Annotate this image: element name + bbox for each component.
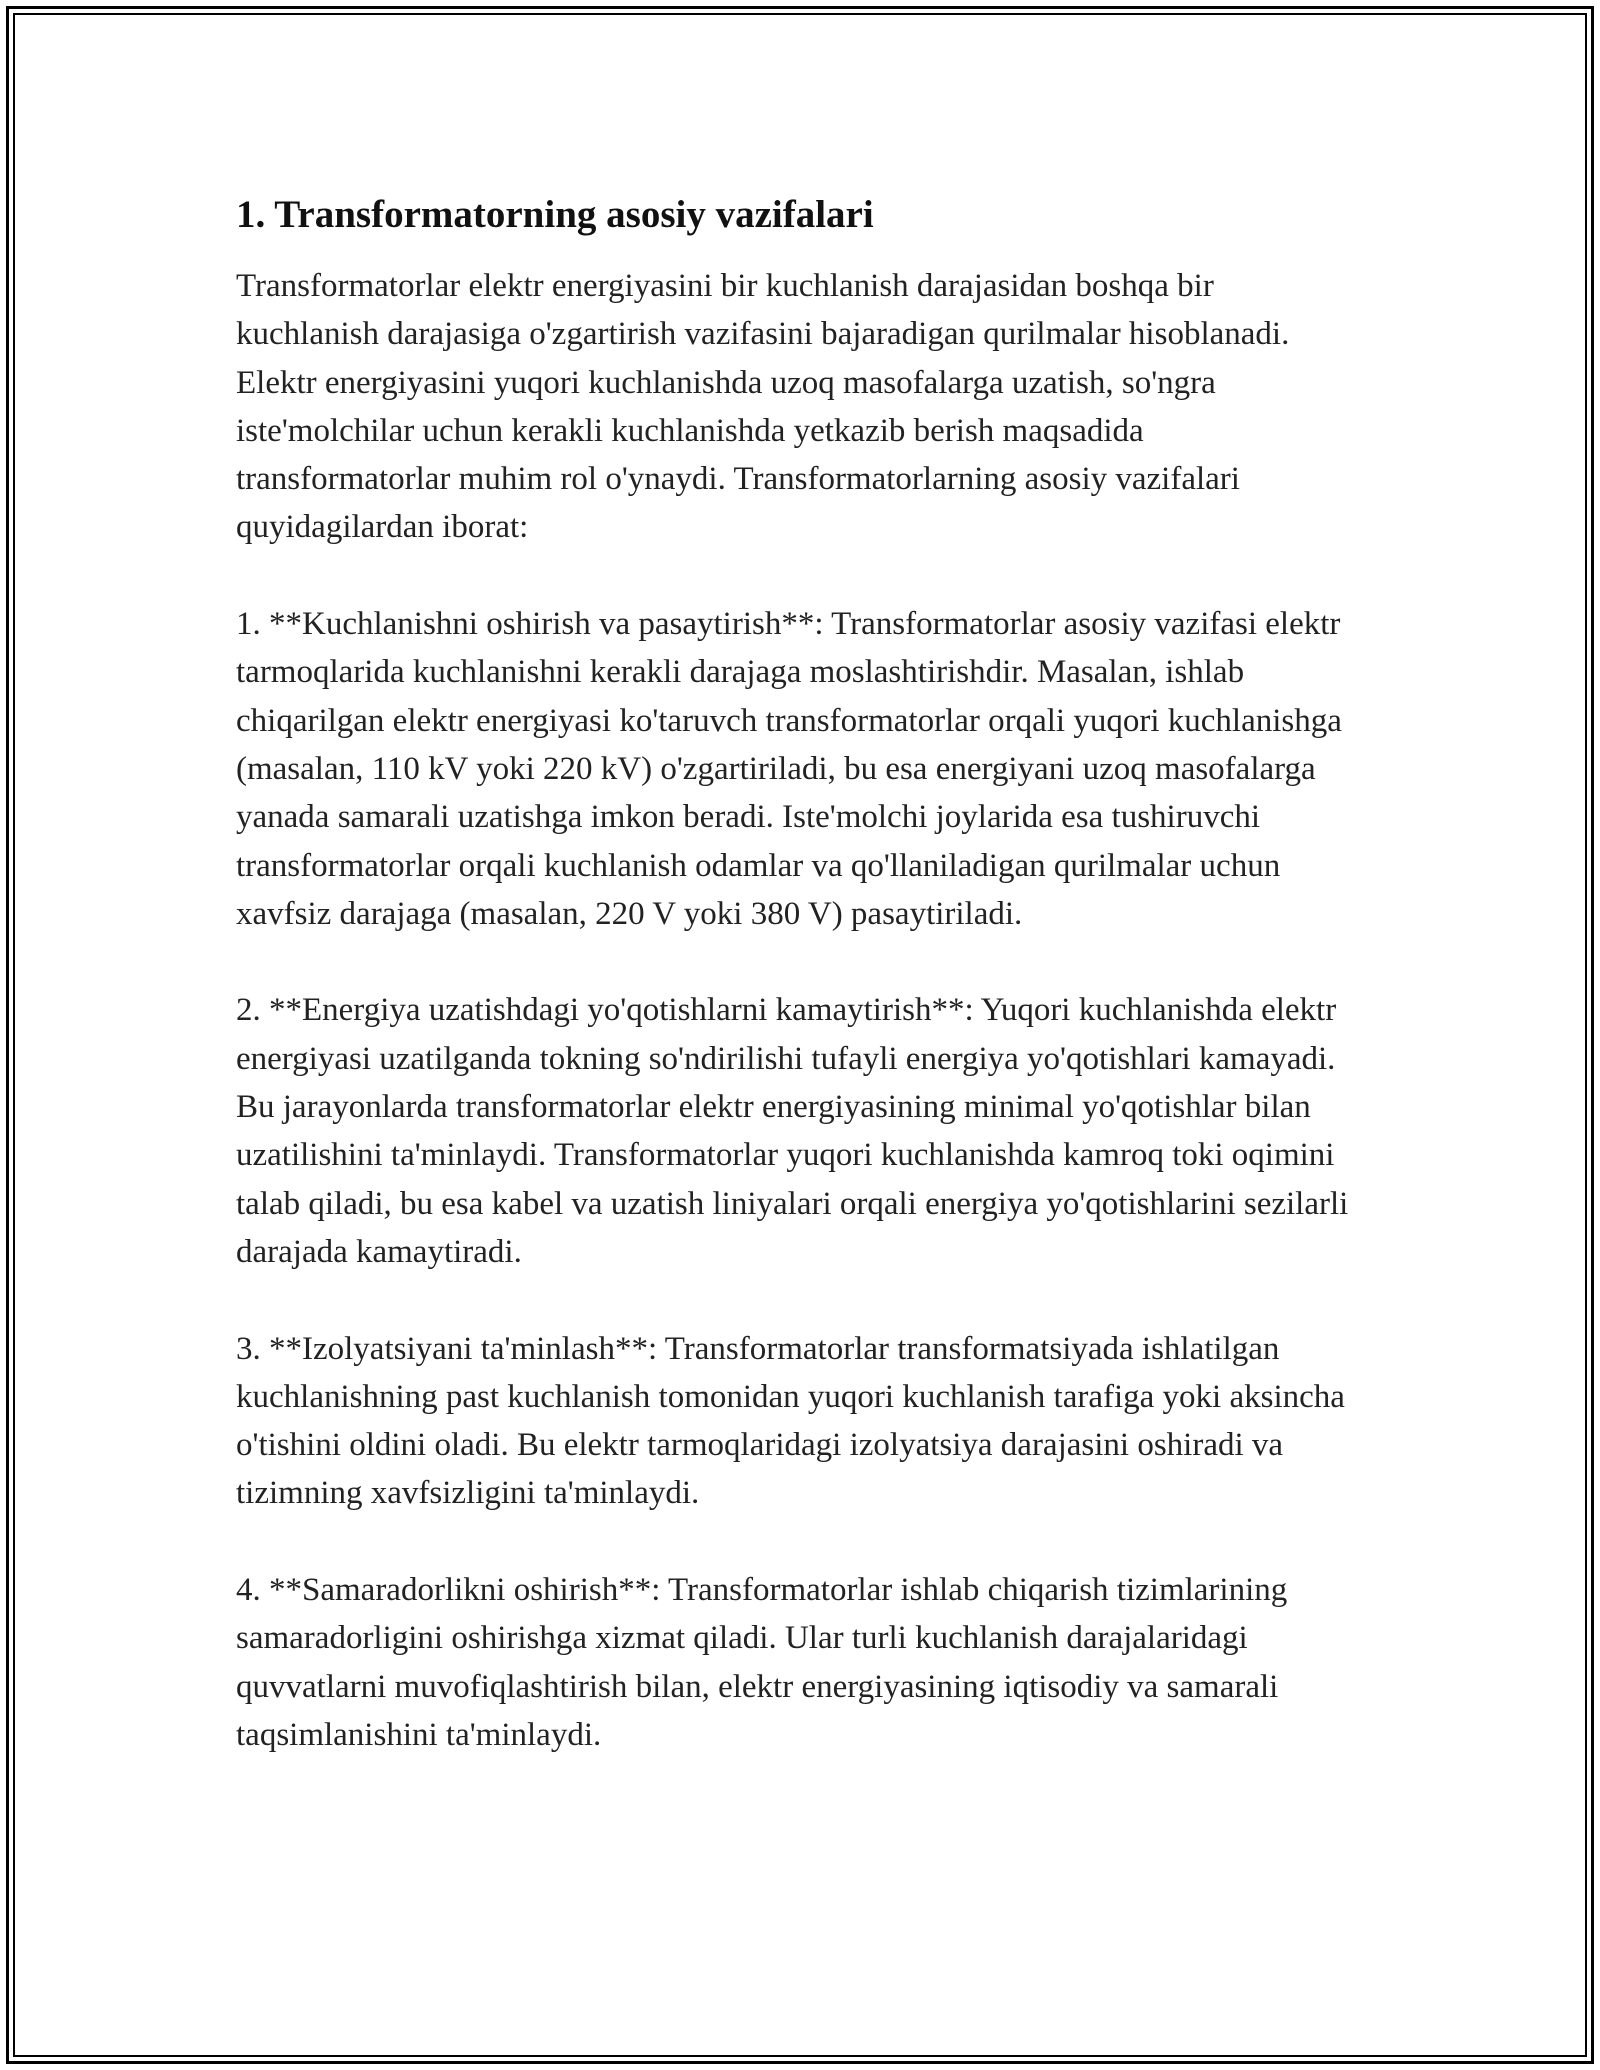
list-item-efficiency: 4. **Samaradorlikni oshirish**: Transformatorlar ishlab chiqarish tizimlarining samaradorligini oshirishga xizmat qiladi. Ular turli kuchlanish darajalaridagi quvvatlarni muvofiqlashtirish bilan, elektr energiyasining iqtisodiy va samarali taqsimlanishini ta'minlaydi. — [236, 1572, 1288, 1753]
list-item-losses: 2. **Energiya uzatishdagi yo'qotishlarni kamaytirish**: Yuqori kuchlanishda elektr energiyasi uzatilganda tokning so'ndirilishi tufayli energiya yo'qotishlari kamayadi. Bu jarayonlarda transformatorlar elektr energiyasining minimal yo'qotishlar bilan uzatilishini ta'minlaydi. Transformatorlar yuqori kuchlanishda kamroq toki oqimini talab qiladi, bu esa kabel va uzatish liniyalari orqali energiya yo'qotishlarini sezilarli darajada kamaytiradi. — [236, 992, 1349, 1270]
list-item-voltage: 1. **Kuchlanishni oshirish va pasaytirish**: Transformatorlar asosiy vazifasi elektr tarmoqlarida kuchlanishni kerakli darajaga moslashtirishdir. Masalan, ishlab chiqarilgan elektr energiyasi ko'taruvch transformatorlar orqali yuqori kuchlanishga (masalan, 110 kV yoki 220 kV) o'zgartiriladi, bu esa energiyani uzoq masofalarga yanada samarali uzatishga imkon beradi. Iste'molchi joylarida esa tushiruvchi transformatorlar orqali kuchlanish odamlar va qo'llaniladigan qurilmalar uchun xavfsiz darajaga (masalan, 220 V yoki 380 V) pasaytiriladi. — [236, 606, 1342, 932]
document-body — [236, 186, 1356, 1808]
list-item-isolation: 3. **Izolyatsiyani ta'minlash**: Transformatorlar transformatsiyada ishlatilgan kuchlanishning past kuchlanish tomonidan yuqori kuchlanish tarafiga yoki aksincha o'tishini oldini oladi. Bu elektr tarmoqlaridagi izolyatsiya darajasini oshiradi va tizimning xavfsizligini ta'minlaydi. — [236, 1330, 1345, 1512]
document-title: 1. Transformatorning asosiy vazifalari — [236, 193, 874, 236]
intro-paragraph: Transformatorlar elektr energiyasini bir kuchlanish darajasidan boshqa bir kuchlanish darajasiga o'zgartirish vazifasini bajaradigan qurilmalar hisoblanadi. Elektr energiyasini yuqori kuchlanishda uzoq masofalarga uzatish, so'ngra iste'molchilar uchun kerakli kuchlanishda yetkazib berish maqsadida transformatorlar muhim rol o'ynaydi. Transformatorlarning asosiy vazifalari quyidagilardan iborat: — [236, 268, 1290, 546]
